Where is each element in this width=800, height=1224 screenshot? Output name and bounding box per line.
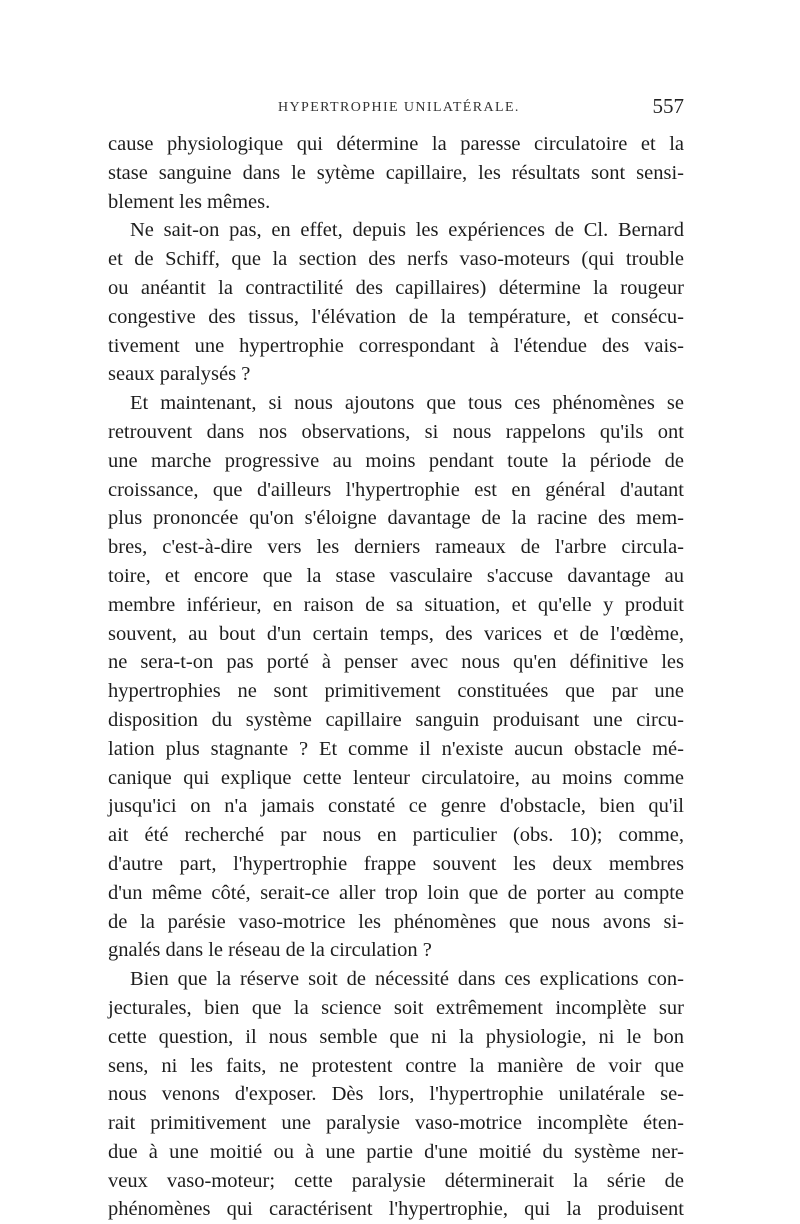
body-text <box>108 130 684 1224</box>
text-line: Et maintenant, si nous ajoutons que tous ces phénomènes se <box>130 392 684 415</box>
text-line: membre inférieur, en raison de sa situation, et qu'elle y produit <box>108 593 684 616</box>
text-line: cause physiologique qui détermine la paresse circulatoire et la <box>108 133 684 155</box>
text-line: et de Schiff, que la section des nerfs vaso-moteurs (qui trouble <box>108 248 684 271</box>
text-line: rait primitivement une paralysie vaso-motrice incomplète éten- <box>108 1112 684 1135</box>
page-header <box>108 94 684 128</box>
text-line: lation plus stagnante ? Et comme il n'existe aucun obstacle mé- <box>108 737 684 760</box>
text-line: tivement une hypertrophie correspondant à l'étendue des vais- <box>108 334 684 357</box>
text-line: d'un même côté, serait-ce aller trop loin que de porter au compte <box>108 881 684 904</box>
text-line: gnalés dans le réseau de la circulation ? <box>108 939 432 962</box>
text-line: d'autre part, l'hypertrophie frappe souvent les deux membres <box>108 852 684 875</box>
text-line: une marche progressive au moins pendant toute la période de <box>108 449 684 472</box>
text-line: croissance, que d'ailleurs l'hypertrophie est en général d'autant <box>108 478 684 501</box>
text-line: jusqu'ici on n'a jamais constaté ce genre d'obstacle, bien qu'il <box>108 795 684 818</box>
text-line: nous venons d'exposer. Dès lors, l'hypertrophie unilatérale se- <box>108 1083 684 1106</box>
text-line: de la parésie vaso-motrice les phénomènes que nous avons si- <box>108 910 684 933</box>
running-title: HYPERTROPHIE UNILATÉRALE. <box>278 100 520 115</box>
text-line: stase sanguine dans le sytème capillaire, les résultats sont sensi- <box>108 161 684 184</box>
text-line: cette question, il nous semble que ni la physiologie, ni le bon <box>108 1025 684 1048</box>
text-line: sens, ni les faits, ne protestent contre la manière de voir que <box>108 1054 684 1077</box>
text-line: disposition du système capillaire sanguin produisant une circu- <box>108 708 684 731</box>
text-line: retrouvent dans nos observations, si nous rappelons qu'ils ont <box>108 420 684 443</box>
text-line: blement les mêmes. <box>108 190 271 213</box>
text-line: jecturales, bien que la science soit extrêmement incomplète sur <box>108 996 684 1019</box>
text-line: plus prononcée qu'on s'éloigne davantage de la racine des mem- <box>108 507 684 530</box>
text-line: Bien que la réserve soit de nécessité dans ces explications con- <box>130 968 684 991</box>
text-line: due à une moitié ou à une partie d'une moitié du système ner- <box>108 1140 684 1163</box>
text-line: canique qui explique cette lenteur circulatoire, au moins comme <box>108 766 684 789</box>
text-line: bres, c'est-à-dire vers les derniers rameaux de l'arbre circula- <box>108 536 684 559</box>
page-number: 557 <box>652 94 684 118</box>
text-line: hypertrophies ne sont primitivement constituées que par une <box>108 680 684 703</box>
text-line: souvent, au bout d'un certain temps, des varices et de l'œdème, <box>108 622 684 645</box>
text-line: ne sera-t-on pas porté à penser avec nous qu'en définitive les <box>108 651 684 674</box>
text-line: ait été recherché par nous en particulier (obs. 10); comme, <box>108 824 684 847</box>
text-line: toire, et encore que la stase vasculaire s'accuse davantage au <box>108 564 684 587</box>
text-line: seaux paralysés ? <box>108 363 251 386</box>
text-line: congestive des tissus, l'élévation de la température, et consécu- <box>108 305 684 328</box>
text-line: veux vaso-moteur; cette paralysie déterminerait la série de <box>108 1169 684 1192</box>
text-line: ou anéantit la contractilité des capillaires) détermine la rougeur <box>108 276 684 299</box>
text-line: phénomènes qui caractérisent l'hypertrophie, qui la produisent <box>108 1198 684 1221</box>
text-line: Ne sait-on pas, en effet, depuis les expériences de Cl. Bernard <box>130 219 684 242</box>
